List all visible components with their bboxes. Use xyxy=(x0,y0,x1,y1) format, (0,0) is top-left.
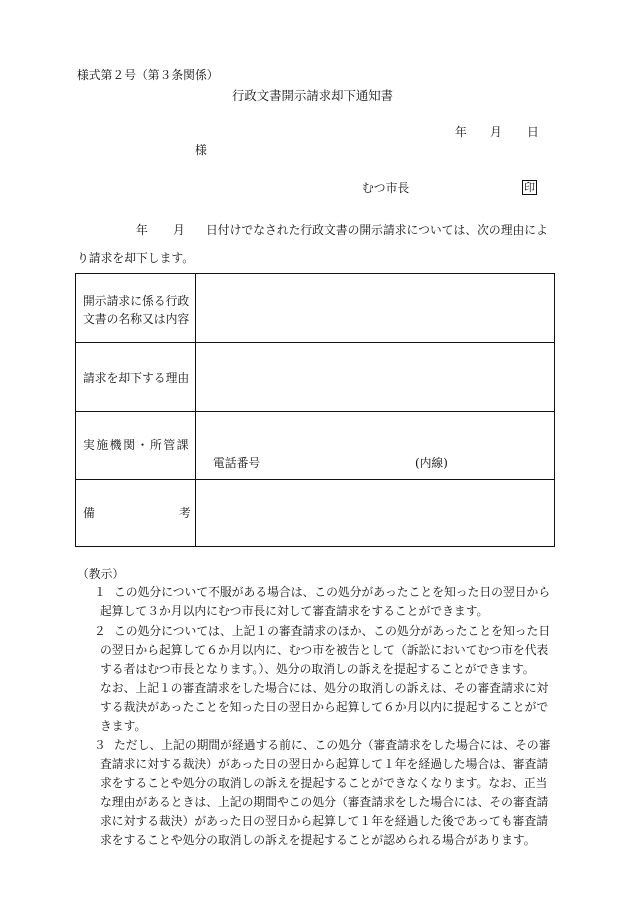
extension-label: (内線) xyxy=(415,456,448,470)
item-line: 査請求に対する裁決）があった日の翌日から起算して１年を経過した場合は、審査請 xyxy=(100,757,549,771)
addressee-suffix: 様 xyxy=(195,143,207,157)
item-number: ２ xyxy=(94,624,106,638)
item-line: 起算して３か月以内にむつ市長に対して審査請求をすることができます。 xyxy=(100,604,489,618)
row-label-line: 開示請求に係る行政 xyxy=(83,294,190,308)
item-number: １ xyxy=(94,585,106,599)
body-line-1: 日付けでなされた行政文書の開示請求については、次の理由によ xyxy=(206,223,548,237)
item-line: きます。 xyxy=(100,719,147,733)
date-month-label: 月 xyxy=(490,125,502,139)
body-line-2: り請求を却下します。 xyxy=(77,251,195,265)
phone-number-label: 電話番号 xyxy=(213,456,261,470)
row-label-line: 文書の名称又は内容 xyxy=(83,312,190,326)
remarks-label-part: 備 xyxy=(83,506,95,520)
notice-table xyxy=(75,273,555,547)
item-line: 求をすることや処分の取消しの訴えを提起することが認められる場合があります。 xyxy=(100,833,536,847)
table-row-document-name xyxy=(76,274,554,342)
table-row-remarks xyxy=(76,479,554,547)
table-row-department xyxy=(76,411,554,479)
item-line: の翌日から起算して６か月以内に、むつ市を被告として（訴訟においてむつ市を代表 xyxy=(100,643,549,657)
row-label-line: 実施機関・所管課 xyxy=(83,438,191,452)
item-line: この処分について不服がある場合は、この処分があったことを知った日の翌日から xyxy=(114,585,551,599)
table-row-rejection-reason xyxy=(76,342,554,411)
item-line: な理由があるときは、上記の期間やこの処分（審査請求をした場合には、その審査請 xyxy=(100,795,549,809)
item-line: 求に対する裁決）があった日の翌日から起算して１年を経過した後であっても審査請 xyxy=(100,814,549,828)
item-line: ただし、上記の期間が経過する前に、この処分（審査請求をした場合には、その審 xyxy=(114,738,551,752)
date-day-label: 日 xyxy=(527,125,539,139)
issuer-name: むつ市長 xyxy=(362,181,410,195)
item-line: する者はむつ市長となります。）、処分の取消しの訴えを提起することができます。 xyxy=(100,662,535,676)
item-line: この処分については、上記１の審査請求のほか、この処分があったことを知った日 xyxy=(114,624,551,638)
seal-mark: 印 xyxy=(524,181,535,194)
form-number: 様式第２号（第３条関係） xyxy=(77,68,219,82)
item-number: ３ xyxy=(94,738,106,752)
item-line: する裁決があったことを知った日の翌日から起算して６か月以内に提起することがで xyxy=(100,700,549,714)
date-year-label: 年 xyxy=(455,125,467,139)
body-month-label: 月 xyxy=(173,223,185,237)
notice-heading: （教示） xyxy=(77,567,125,581)
item-line: 求をすることや処分の取消しの訴えを提起することができなくなります。なお、正当 xyxy=(100,776,548,790)
row-label-line: 請求を却下する理由 xyxy=(83,371,190,385)
document-title: 行政文書開示請求却下通知書 xyxy=(232,88,394,103)
item-line: なお、上記１の審査請求をした場合には、処分の取消しの訴えは、その審査請求に対 xyxy=(100,681,549,695)
remarks-label-part: 考 xyxy=(179,506,191,520)
body-year-label: 年 xyxy=(136,223,148,237)
